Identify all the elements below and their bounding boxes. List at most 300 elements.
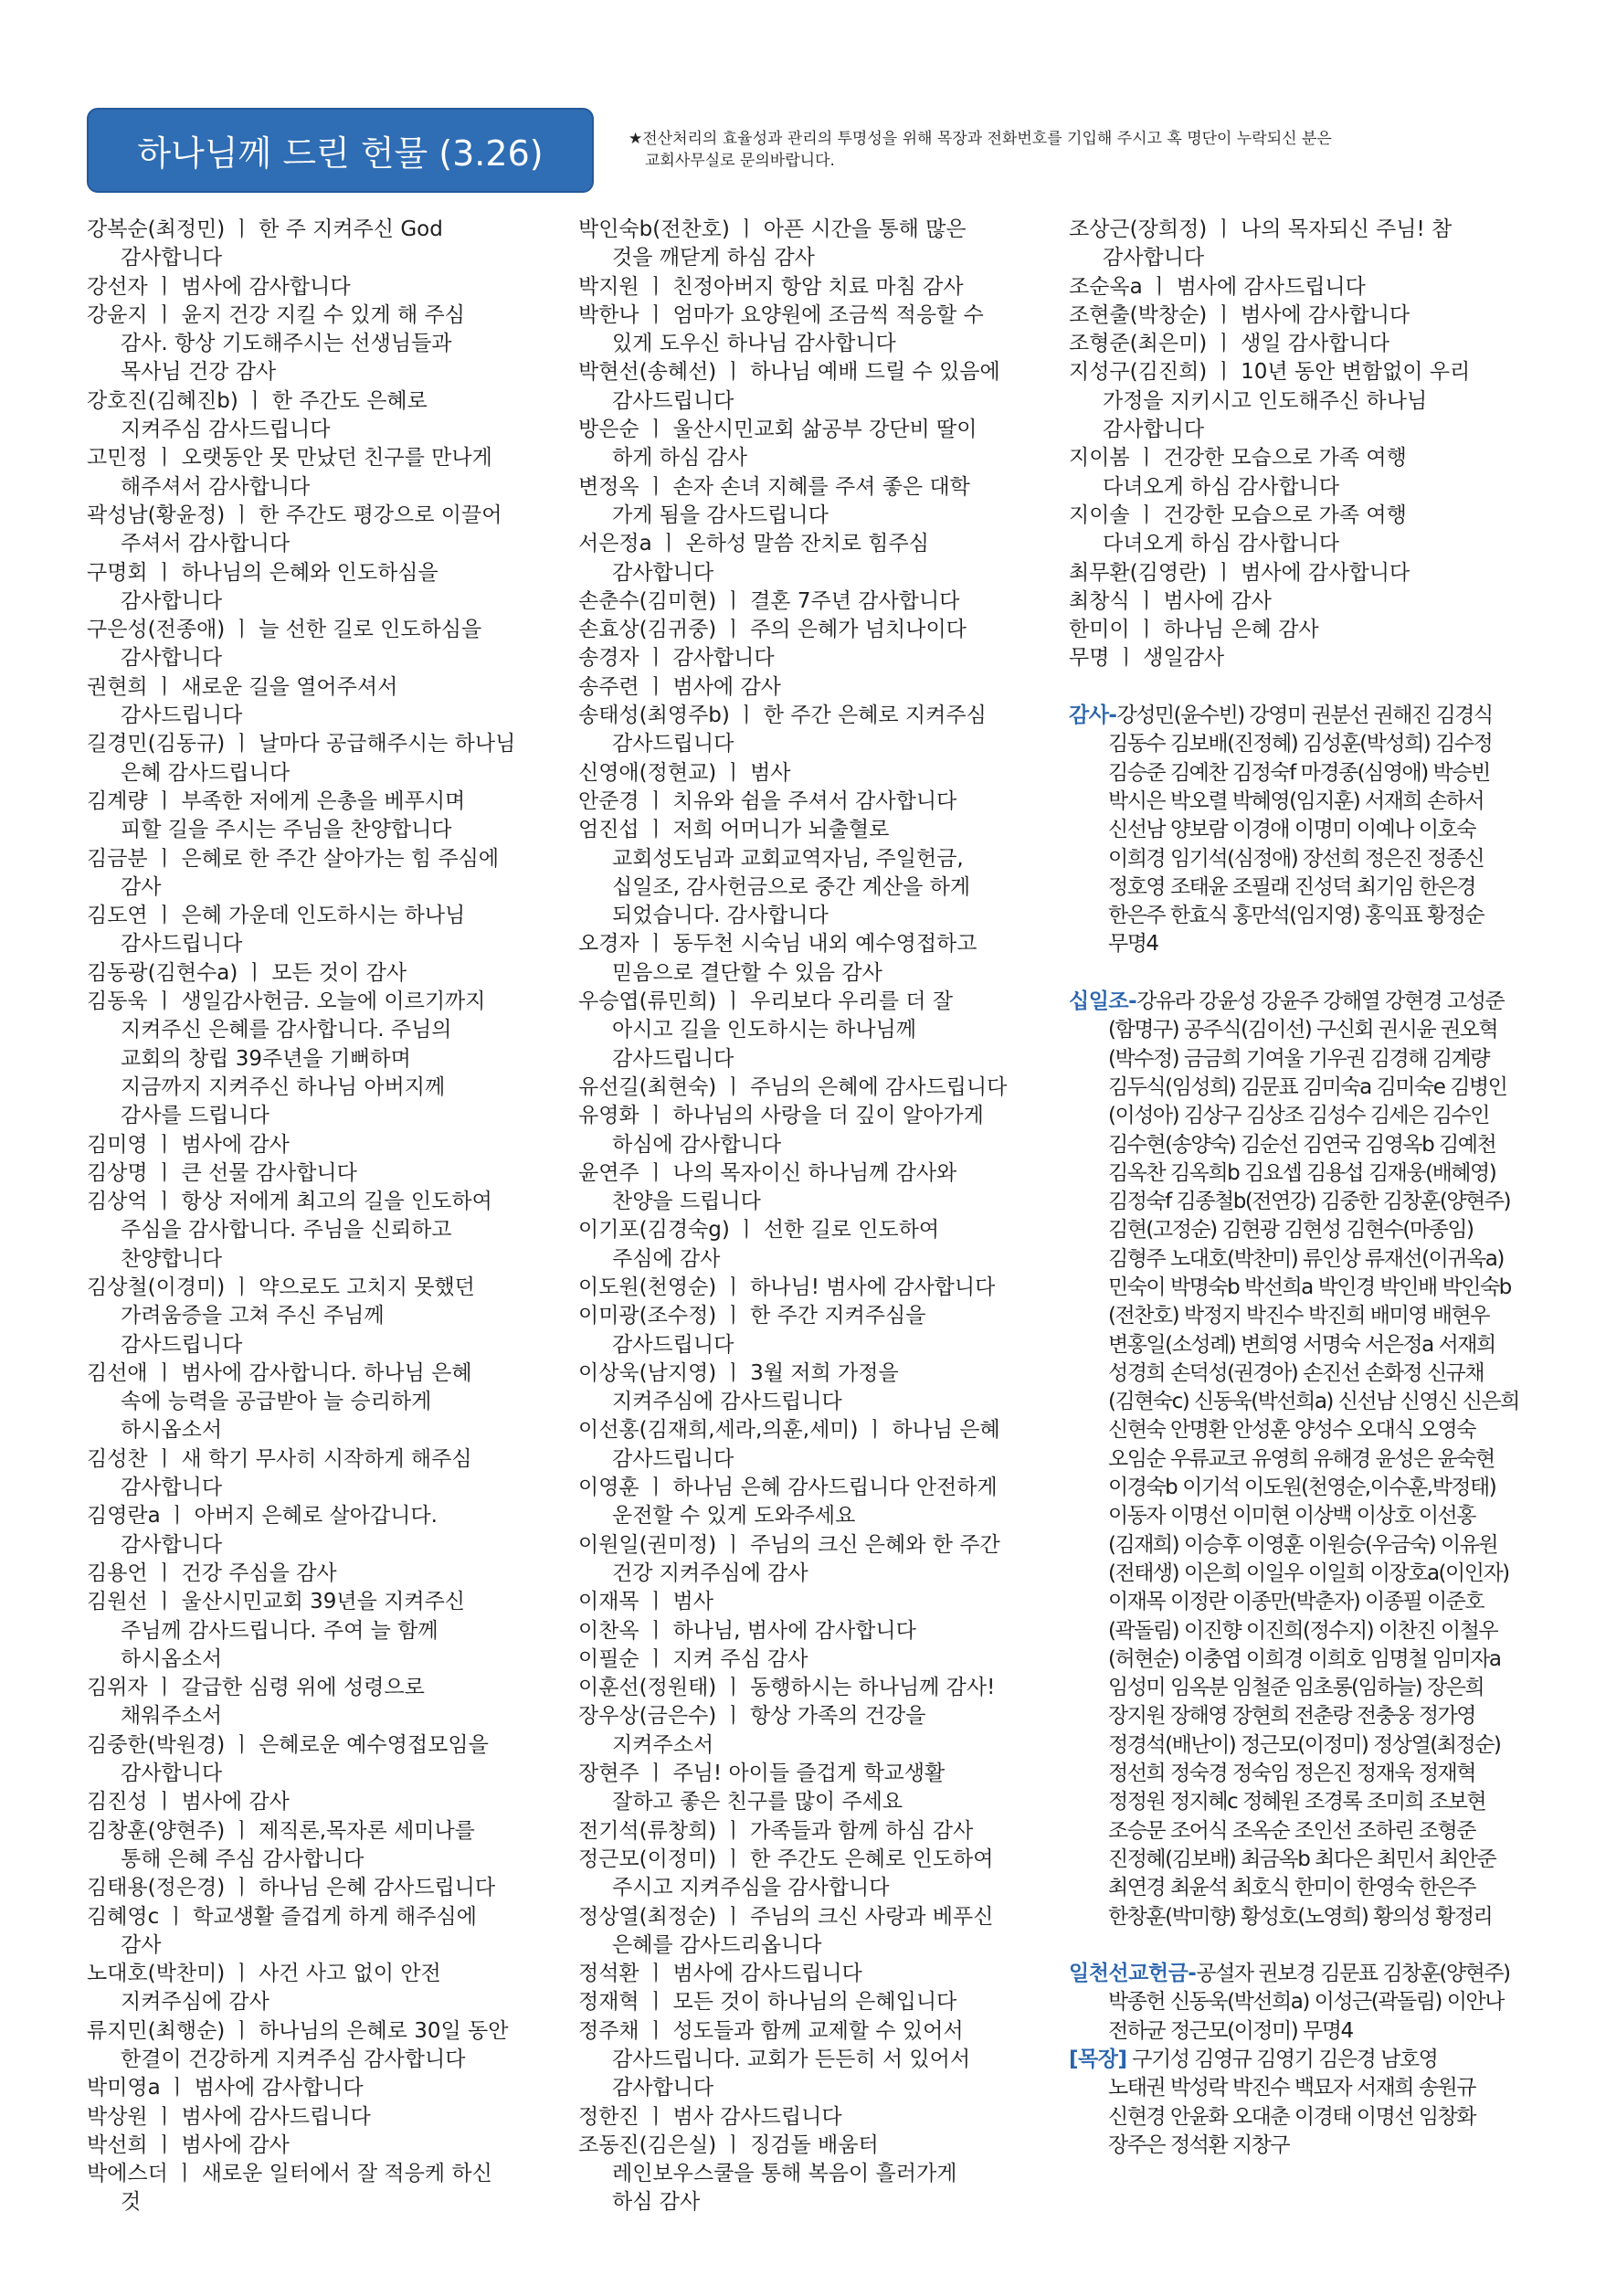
offering-entry [578,1360,1028,1417]
entry-text-continued: 지켜주심에 감사 [121,1990,269,2015]
offering-entry [578,1760,1028,1817]
entry-text: 장우상(금은수) ㅣ 항상 가족의 건강을 [578,1704,926,1729]
entry-text: 박미영a ㅣ 범사에 감사합니다 [87,2076,364,2100]
offering-entry [1069,330,1530,358]
entry-text-continued: 감사합니다 [121,1762,223,1786]
entry-text-continued: 하시옵소서 [121,1646,223,1671]
entry-text-continued: 감사드립니다 [612,1046,734,1071]
entry-text: 김금분 ㅣ 은혜로 한 주간 살아가는 힘 주심에 [87,846,500,871]
entry-text: 박한나 ㅣ 엄마가 요양원에 조금씩 적응할 수 [578,302,984,327]
entry-text-continued: 가게 됨을 감사드립니다 [612,503,829,527]
entry-text: 김상억 ㅣ 항상 저에게 최고의 길을 인도하여 [87,1190,492,1214]
name-list: 이희경 임기석(심정애) 장선희 정은진 정종신 [1108,846,1484,871]
entry-text-continued: 레인보우스쿨을 통해 복음이 흘러가게 [612,2162,957,2186]
offering-entry [1069,502,1530,559]
entry-text-continued: 해주셔서 감사합니다 [121,474,311,499]
name-list: 무명4 [1108,932,1158,957]
offering-group [1069,702,1530,959]
entry-text: 최창식 ㅣ 범사에 감사 [1069,588,1272,613]
entry-text: 김원선 ㅣ 울산시민교회 39년을 지켜주신 [87,1590,465,1614]
name-list: 장지원 장해영 장현희 전춘랑 전충웅 정가영 [1108,1704,1475,1729]
column-3 [1069,216,1530,2160]
entry-text: 김성찬 ㅣ 새 학기 무사히 시작하게 해주심 [87,1446,472,1471]
entry-text: 김창훈(양현주) ㅣ 제직론,목자론 세미나를 [87,1818,475,1843]
offering-entry [87,1360,525,1445]
entry-text: 지성구(김진희) ㅣ 10년 동안 변함없이 우리 [1069,360,1471,385]
entry-text-continued: 하시옵소서 [121,1418,223,1443]
offering-entry [578,302,1028,359]
offering-entry [87,673,525,731]
offering-entry [87,2132,525,2160]
name-list: 신선남 양보람 이경애 이명미 이예나 이호숙 [1108,818,1475,842]
section-label: 십일조- [1069,989,1137,1014]
offering-entry [87,2074,525,2102]
entry-text-continued: 감사드립니다. 교회가 든든히 서 있어서 [612,2047,971,2071]
offering-entry [87,1817,525,1875]
entry-text-continued: 것을 깨닫게 하심 감사 [612,246,815,270]
entry-text: 김도연 ㅣ 은혜 가운데 인도하시는 하나님 [87,904,466,928]
offering-entry [87,1560,525,1588]
offering-entry [578,616,1028,644]
name-list: 정경석(배난이) 정근모(이정미) 정상열(최정순) [1108,1732,1501,1757]
entry-text-continued: 감사드립니다 [612,1446,734,1471]
notice-line: ★전산처리의 효율성과 관리의 투명성을 위해 목장과 전화번호를 기입해 주시고 혹 명단이 누락되신 분은 [629,130,1332,148]
offering-entry [87,902,525,959]
offering-entry [87,616,525,673]
entry-text-continued: 지켜주심에 감사드립니다 [612,1390,842,1414]
offering-entry [87,1788,525,1816]
offering-section [1069,2046,1530,2160]
name-list: 조승문 조어식 조옥순 조인선 조하린 조형준 [1108,1818,1475,1843]
name-list: (박수정) 금금희 기여울 기우권 김경해 김계량 [1108,1046,1489,1071]
entry-text-continued: 감사드립니다 [612,388,734,413]
entry-text: 김혜영c ㅣ 학교생활 즐겁게 하게 해주심에 [87,1904,477,1929]
offering-section [1069,1960,1530,2046]
entry-text: 권현희 ㅣ 새로운 길을 열어주셔서 [87,674,398,699]
entry-text-continued: 감사드립니다 [121,932,243,957]
name-list: 이재목 이정란 이종만(박춘자) 이종필 이준호 [1108,1590,1484,1614]
entry-text-continued: 감사 [121,874,162,899]
entry-text: 조동진(김은실) ㅣ 징검돌 배움터 [578,2132,879,2157]
entry-text: 변정옥 ㅣ 손자 손녀 지혜를 주셔 좋은 대학 [578,474,970,499]
offering-section [1069,702,1530,959]
name-list: 전하균 정근모(이정미) 무명4 [1108,2018,1353,2043]
offering-entry [87,2160,525,2217]
offering-entry [578,2103,1028,2132]
section-first-line [1069,1960,1530,1988]
name-list: (김재희) 이승후 이영훈 이원승(우금숙) 이유원 [1108,1532,1498,1557]
entry-text-continued: 감사 [121,1932,162,1957]
offering-entry [1069,444,1530,502]
entry-text-continued: 교회성도님과 교회교역자님, 주일헌금, [612,846,964,871]
name-list: 변홍일(소성례) 변희영 서명숙 서은정a 서재희 [1108,1332,1495,1357]
entry-text: 이필순 ㅣ 지켜 주심 감사 [578,1646,808,1671]
entry-text-continued: 은혜 감사드립니다 [121,760,291,785]
entry-text-continued: 있게 도우신 하나님 감사합니다 [612,332,896,356]
offering-entry [87,302,525,387]
entry-text-continued: 감사합니다 [121,588,223,613]
name-list: (이성아) 김상구 김상조 김성수 김세은 김수인 [1108,1104,1489,1128]
name-list: 이경숙b 이기석 이도원(천영순,이수훈,박정태) [1108,1476,1496,1500]
entry-text-continued: 찬양을 드립니다 [612,1190,761,1214]
notice-line: 교회사무실로 문의바랍니다. [645,152,835,170]
offering-entry [578,1617,1028,1645]
entry-text: 정한진 ㅣ 범사 감사드립니다 [578,2104,842,2129]
section-label: [목장] [1069,2047,1127,2071]
entry-text: 이훈선(정원태) ㅣ 동행하시는 하나님께 감사! [578,1676,996,1700]
offering-entry [87,1874,525,1902]
entry-text: 이재목 ㅣ 범사 [578,1590,713,1614]
entry-text: 송주련 ㅣ 범사에 감사 [578,674,781,699]
name-list: 강유라 강윤성 강윤주 강해열 강현경 고성준 [1136,989,1505,1014]
entry-text: 송태성(최영주b) ㅣ 한 주간 은혜로 지켜주심 [578,704,987,728]
entry-text-continued: 감사합니다 [121,1476,223,1500]
entry-text: 윤연주 ㅣ 나의 목자이신 하나님께 감사와 [578,1160,957,1185]
entry-text-continued: 감사. 항상 기도해주시는 선생님들과 [121,332,452,356]
offering-entry [578,530,1028,587]
name-list: 김승준 김예찬 김정숙f 마경종(심영애) 박승빈 [1108,760,1490,785]
entry-text: 박선희 ㅣ 범사에 감사 [87,2132,290,2157]
name-list: 김현(고정순) 김현광 김현성 김현수(마종임) [1108,1218,1474,1243]
entry-text: 조순옥a ㅣ 범사에 감사드립니다 [1069,274,1366,299]
entry-text: 구명회 ㅣ 하나님의 은혜와 인도하심을 [87,560,438,585]
entry-text: 노대호(박찬미) ㅣ 사건 사고 없이 안전 [87,1962,441,1986]
entry-text: 강호진(김혜진b) ㅣ 한 주간도 은혜로 [87,388,428,413]
offering-entry [578,702,1028,759]
offering-entry [87,988,525,1130]
notice [629,128,1542,172]
entry-text: 박인숙b(전찬호) ㅣ 아픈 시간을 통해 많은 [578,217,967,241]
entry-text: 신영애(정현교) ㅣ 범사 [578,760,791,785]
name-list: 정호영 조태윤 조필래 진성덕 최기임 한은경 [1108,874,1475,899]
entry-text-continued: 것 [121,2190,142,2215]
entry-text: 고민정 ㅣ 오랫동안 못 만났던 친구를 만나게 [87,446,492,471]
offering-entry [578,1645,1028,1674]
offering-entry [87,1274,525,1360]
entry-text-continued: 감사합니다 [121,646,223,671]
offering-entry [1069,587,1530,616]
offering-entry [578,587,1028,616]
entry-text: 이기포(김경숙g) ㅣ 선한 길로 인도하여 [578,1218,940,1243]
offering-entry [1069,302,1530,330]
offering-entry [578,988,1028,1074]
offering-entry [87,2103,525,2132]
offering-entry [578,673,1028,702]
name-list: 구기성 김영규 김영기 김은경 남호영 [1132,2047,1438,2071]
offering-entry [578,358,1028,416]
entry-text-continued: 하게 하심 감사 [612,446,747,471]
name-list: 오임순 우류교코 유영희 유해경 윤성은 윤숙현 [1108,1446,1495,1471]
offering-group [1069,1960,1530,2160]
offering-entry [1069,616,1530,644]
name-list: 진정혜(김보배) 최금옥b 최다은 최민서 최안준 [1108,1846,1496,1871]
entry-text-continued: 감사드립니다 [612,732,734,757]
entry-text: 김동욱 ㅣ 생일감사헌금. 오늘에 이르기까지 [87,989,486,1014]
entry-text-continued: 통해 은혜 주심 감사합니다 [121,1846,365,1871]
entry-text-continued: 건강 지켜주심에 감사 [612,1561,808,1585]
offering-entry [578,1274,1028,1302]
name-list: 임성미 임옥분 임철준 임초롱(임하늘) 장은희 [1108,1676,1484,1700]
entry-text: 김동광(김현수a) ㅣ 모든 것이 감사 [87,960,407,985]
entry-text: 전기석(류창희) ㅣ 가족들과 함께 하심 감사 [578,1818,974,1843]
name-list: (전태생) 이은희 이일우 이일희 이장호a(이인자) [1108,1561,1509,1585]
offering-entry [87,845,525,903]
offering-entry [578,1702,1028,1760]
entry-text: 김선애 ㅣ 범사에 감사합니다. 하나님 은혜 [87,1360,472,1385]
name-list: 김두식(임성희) 김문표 김미숙a 김미숙e 김병인 [1108,1074,1507,1099]
offering-entry [87,1445,525,1503]
entry-text: 박지원 ㅣ 친정아버지 항암 치료 마침 감사 [578,274,964,299]
entry-text-continued: 목사님 건강 감사 [121,360,277,385]
entry-text: 최무환(김영란) ㅣ 범사에 감사합니다 [1069,560,1411,585]
name-list: 장주은 정석환 지창구 [1108,2132,1290,2157]
offering-entry [578,1474,1028,1531]
name-list: 노태권 박성락 박진수 백묘자 서재희 송원규 [1108,2076,1475,2100]
name-list: 박종헌 신동욱(박선희a) 이성근(곽돌림) 이안나 [1108,1990,1504,2015]
offering-entry [87,1674,525,1731]
name-list: 이동자 이명선 이미현 이상백 이상호 이선홍 [1108,1504,1475,1529]
offering-entry [87,959,525,988]
entry-text-continued: 지켜주심 감사드립니다 [121,418,331,442]
offering-entry [578,1159,1028,1217]
entry-text-continued: 주심을 감사합니다. 주님을 신뢰하고 [121,1218,452,1243]
offering-entry [87,1131,525,1159]
offering-entry [87,730,525,788]
offering-entry [578,1531,1028,1589]
offering-entry [578,930,1028,988]
entry-text: 정근모(이정미) ㅣ 한 주간도 은혜로 인도하여 [578,1846,994,1871]
entry-text: 강윤지 ㅣ 윤지 건강 지킬 수 있게 해 주심 [87,302,465,327]
offering-entry [578,1846,1028,1903]
entry-text-continued: 감사합니다 [612,560,714,585]
entry-text: 김위자 ㅣ 갈급한 심령 위에 성령으로 [87,1676,425,1700]
entry-text-continued: 속에 능력을 공급받아 늘 승리하게 [121,1390,432,1414]
entry-text-continued: 가정을 지키시고 인도해주신 하나님 [1103,388,1428,413]
entry-text: 방은순 ㅣ 울산시민교회 삶공부 강단비 딸이 [578,418,977,442]
offering-entry [578,1074,1028,1102]
entry-text-continued: 감사합니다 [612,2076,714,2100]
offering-entry [87,387,525,445]
entry-text: 김미영 ㅣ 범사에 감사 [87,1132,290,1157]
offering-entry [578,1102,1028,1159]
name-list: 김정숙f 김종철b(전연강) 김중한 김창훈(양현주) [1108,1190,1510,1214]
offering-entry [578,1988,1028,2016]
entry-text: 강선자 ㅣ 범사에 감사합니다 [87,274,351,299]
entry-text-continued: 감사합니다 [121,246,223,270]
entry-text: 유영화 ㅣ 하나님의 사랑을 더 깊이 알아가게 [578,1104,984,1128]
name-list: 강성민(윤수빈) 강영미 권분선 권해진 김경식 [1116,704,1493,728]
entry-text: 김용언 ㅣ 건강 주심을 감사 [87,1561,337,1585]
entry-text-continued: 피할 길을 주시는 주님을 찬양합니다 [121,818,452,842]
offering-entry [578,473,1028,531]
section-first-line [1069,2046,1530,2074]
offering-entry [1069,644,1530,672]
entry-text: 이도원(천영순) ㅣ 하나님! 범사에 감사합니다 [578,1275,996,1299]
entry-text-continued: 잘하고 좋은 친구를 많이 주세요 [612,1790,903,1815]
entry-text: 김진성 ㅣ 범사에 감사 [87,1790,290,1815]
entry-text: 조현출(박창순) ㅣ 범사에 감사합니다 [1069,302,1411,327]
entry-text: 정상열(최정순) ㅣ 주님의 크신 사랑과 베푸신 [578,1904,994,1929]
name-list: 성경희 손덕성(권경아) 손진선 손화정 신규채 [1108,1360,1484,1385]
entry-text: 지이봄 ㅣ 건강한 모습으로 가족 여행 [1069,446,1407,471]
offering-entry [578,644,1028,672]
entry-text: 길경민(김동규) ㅣ 날마다 공급해주시는 하나님 [87,732,516,757]
offering-entry [578,1416,1028,1474]
entry-text: 정주채 ㅣ 성도들과 함께 교제할 수 있어서 [578,2018,964,2043]
entry-text: 이찬옥 ㅣ 하나님, 범사에 감사합니다 [578,1618,916,1643]
entry-text: 김태용(정은경) ㅣ 하나님 은혜 감사드립니다 [87,1876,496,1900]
entry-text-continued: 십일조, 감사헌금으로 중간 계산을 하게 [612,874,971,899]
entry-text-continued: 지켜주소서 [612,1732,714,1757]
offering-entry [87,216,525,273]
name-list: 최연경 최윤석 최호식 한미이 한영숙 한은주 [1108,1876,1475,1900]
entry-text: 장현주 ㅣ 주님! 아이들 즐겁게 학교생활 [578,1762,946,1786]
entry-text-continued: 교회의 창립 39주년을 기뻐하며 [121,1046,411,1071]
entry-text-continued: 주심에 감사 [612,1246,721,1271]
name-list: (허현순) 이충엽 이희경 이희호 임명철 임미자a [1108,1646,1501,1671]
entry-text: 서은정a ㅣ 온하성 말씀 잔치로 힘주심 [578,532,929,556]
offering-entry [87,1960,525,2017]
entry-text: 류지민(최행순) ㅣ 하나님의 은혜로 30일 동안 [87,2018,509,2043]
entry-text-continued: 지금까지 지켜주신 하나님 아버지께 [121,1074,446,1099]
offering-entry [87,444,525,502]
name-list: 정정원 정지혜c 정혜원 조경록 조미희 조보현 [1108,1790,1486,1815]
entry-text-continued: 감사합니다 [1103,246,1205,270]
offering-entry [87,2017,525,2075]
entry-text-continued: 다녀오게 하심 감사합니다 [1103,474,1340,499]
offering-entry [87,559,525,617]
entry-text-continued: 가려움증을 고쳐 주신 주님께 [121,1304,385,1328]
entry-text-continued: 운전할 수 있게 도와주세요 [612,1504,856,1529]
offering-entry [1069,559,1530,587]
entry-text: 김계량 ㅣ 부족한 저에게 은총을 베푸시며 [87,788,466,813]
column-2 [578,216,1028,2217]
offering-entry [578,788,1028,816]
entry-text: 이원일(권미정) ㅣ 주님의 크신 은혜와 한 주간 [578,1532,1000,1557]
offering-entry [578,816,1028,930]
entry-text: 지이솔 ㅣ 건강한 모습으로 가족 여행 [1069,503,1407,527]
offering-group [1069,988,1530,1931]
name-list: 공설자 권보경 김문표 김창훈(양현주) [1196,1962,1510,1986]
page-title: 하나님께 드린 헌물 (3.26) [137,133,544,174]
offering-entry [87,502,525,559]
offering-section [1069,988,1530,1931]
offering-entry [578,1302,1028,1360]
entry-text-continued: 은혜를 감사드리옵니다 [612,1932,822,1957]
entry-text-continued: 감사드립니다 [612,1332,734,1357]
offering-entry [1069,273,1530,302]
entry-text-continued: 주셔서 감사합니다 [121,532,291,556]
entry-text: 오경자 ㅣ 동두천 시숙님 내외 예수영접하고 [578,932,977,957]
entry-text: 송경자 ㅣ 감사합니다 [578,646,775,671]
offering-entry [87,273,525,302]
offering-entry [1069,358,1530,444]
name-list: 박시은 박오렬 박혜영(임지훈) 서재희 손하서 [1108,788,1484,813]
offering-entry [578,1674,1028,1702]
entry-text: 이상욱(남지영) ㅣ 3월 저희 가정을 [578,1360,899,1385]
name-list: 한창훈(박미향) 황성호(노영희) 황의성 황정리 [1108,1904,1493,1929]
offering-entry [87,1731,525,1789]
entry-text-continued: 감사합니다 [121,1532,223,1557]
name-list: 김옥찬 김옥희b 김요셉 김용섭 김재웅(배혜영) [1108,1160,1496,1185]
entry-text: 정재혁 ㅣ 모든 것이 하나님의 은혜입니다 [578,1990,957,2015]
name-list: (김현숙c) 신동욱(박선희a) 신선남 신영신 신은희 [1108,1390,1519,1414]
section-first-line [1069,988,1530,1016]
entry-text: 김영란a ㅣ 아버지 은혜로 살아갑니다. [87,1504,438,1529]
entry-text-continued: 지켜주신 은혜를 감사합니다. 주님의 [121,1018,452,1042]
entry-text-continued: 믿음으로 결단할 수 있음 감사 [612,960,882,985]
entry-text: 조형준(최은미) ㅣ 생일 감사합니다 [1069,332,1389,356]
entry-text-continued: 감사를 드립니다 [121,1104,269,1128]
offering-entry [87,1188,525,1274]
entry-text: 구은성(전종애) ㅣ 늘 선한 길로 인도하심을 [87,618,482,642]
offering-entry [578,1960,1028,1988]
name-list: 민숙이 박명숙b 박선희a 박인경 박인배 박인숙b [1108,1275,1511,1299]
offering-entry [87,1159,525,1188]
offering-entry [578,759,1028,788]
offering-entry [87,1502,525,1560]
offering-entry [578,1817,1028,1846]
section-first-line [1069,702,1530,730]
entry-text-continued: 찬양합니다 [121,1246,223,1271]
entry-text: 강복순(최정민) ㅣ 한 주 지켜주신 God [87,217,443,241]
offering-entry [578,2017,1028,2103]
name-list: 김형주 노대호(박찬미) 류인상 류재선(이귀옥a) [1108,1246,1504,1271]
entry-text: 박현선(송혜선) ㅣ 하나님 예배 드릴 수 있음에 [578,360,1000,385]
entry-text: 무명 ㅣ 생일감사 [1069,646,1225,671]
entry-text: 김상철(이경미) ㅣ 약으로도 고치지 못했던 [87,1275,475,1299]
name-list: 신현숙 안명환 안성훈 양성수 오대식 오영숙 [1108,1418,1475,1443]
entry-text: 안준경 ㅣ 치유와 쉼을 주셔서 감사합니다 [578,788,957,813]
title-box [87,108,594,193]
column-1 [87,216,525,2217]
entry-text: 조상근(장희정) ㅣ 나의 목자되신 주님! 참 [1069,217,1453,241]
entry-text-continued: 아시고 길을 인도하시는 하나님께 [612,1018,916,1042]
name-list: (곽돌림) 이진향 이진희(정수지) 이찬진 이철우 [1108,1618,1498,1643]
offering-entry [578,1588,1028,1616]
entry-text: 이선홍(김재희,세라,의훈,세미) ㅣ 하나님 은혜 [578,1418,1000,1443]
entry-text-continued: 감사드립니다 [121,1332,243,1357]
entry-text: 곽성남(황윤정) ㅣ 한 주간도 평강으로 이끌어 [87,503,502,527]
entry-text: 우승엽(류민희) ㅣ 우리보다 우리를 더 잘 [578,989,953,1014]
offering-entry [578,1903,1028,1961]
entry-text: 박상원 ㅣ 범사에 감사드립니다 [87,2104,371,2129]
offering-entry [87,1903,525,1961]
entry-text-continued: 주시고 지켜주심을 감사합니다 [612,1876,890,1900]
entry-text-continued: 채워주소서 [121,1704,223,1729]
offering-entry [1069,216,1530,273]
entry-text-continued: 감사드립니다 [121,704,243,728]
entry-text: 한미이 ㅣ 하나님 은혜 감사 [1069,618,1319,642]
section-label: 일천선교헌금- [1069,1962,1197,1986]
entry-text: 정석환 ㅣ 범사에 감사드립니다 [578,1962,862,1986]
entry-text: 박에스더 ㅣ 새로운 일터에서 잘 적응케 하신 [87,2162,492,2186]
entry-text-continued: 감사합니다 [1103,418,1205,442]
name-list: 신현경 안윤화 오대춘 이경태 이명선 임창화 [1108,2104,1475,2129]
offering-entry [87,788,525,845]
entry-text-continued: 되었습니다. 감사합니다 [612,904,829,928]
offering-entry [578,1216,1028,1274]
entry-text: 손춘수(김미현) ㅣ 결혼 7주년 감사합니다 [578,588,960,613]
entry-text-continued: 한결이 건강하게 지켜주심 감사합니다 [121,2047,466,2071]
entry-text-continued: 하심 감사 [612,2190,701,2215]
entry-text: 이영훈 ㅣ 하나님 은혜 감사드립니다 안전하게 [578,1476,998,1500]
entry-text-continued: 하심에 감사합니다 [612,1132,782,1157]
offering-entry [578,416,1028,473]
entry-text: 이미광(조수정) ㅣ 한 주간 지켜주심을 [578,1304,926,1328]
section-label: 감사- [1069,704,1117,728]
entry-text: 유선길(최현숙) ㅣ 주님의 은혜에 감사드립니다 [578,1074,1008,1099]
